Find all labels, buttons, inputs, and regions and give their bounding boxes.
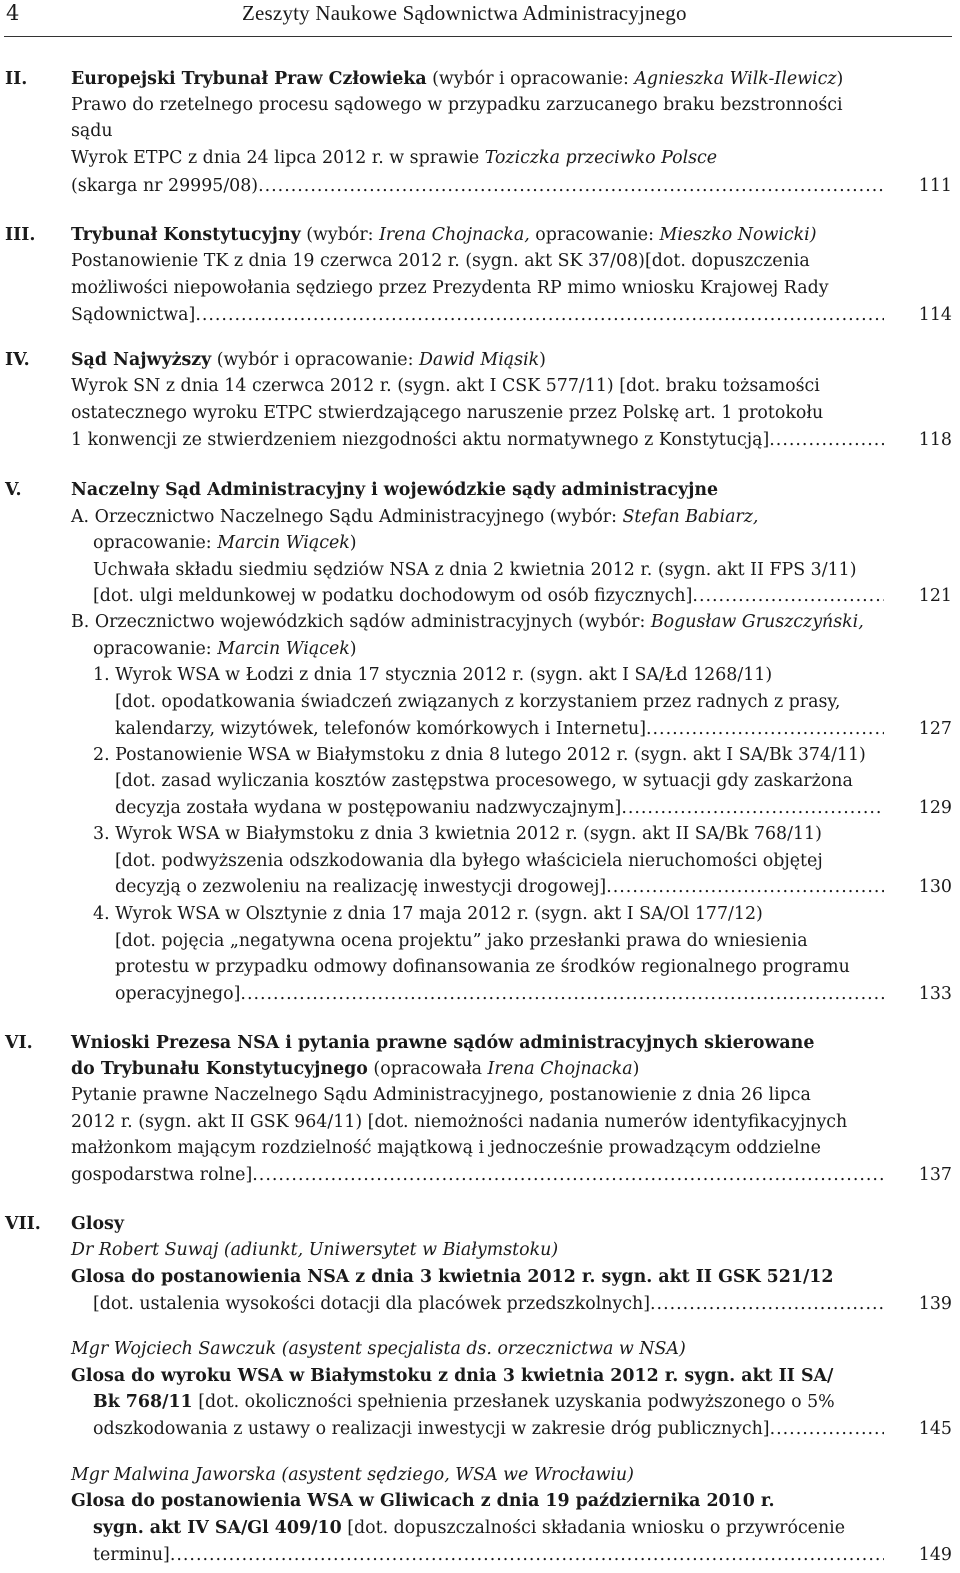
gloss-title: Glosa do postanowienia NSA z dnia 3 kwietnia 2012 r. sygn. akt II GSK 521/12 [71,1267,834,1287]
section-number: III. [5,225,36,245]
entry-text: [dot. okoliczności spełnienia przesłanek uzyskania podwyższonego o 5% [192,1392,835,1412]
dot-leader [195,302,884,328]
editor-name: Marcin Wiącek [217,639,350,659]
toc-page-number: 118 [918,430,952,450]
dot-leader [252,1162,884,1188]
case-name: Toziczka przeciwko Polsce [484,148,718,168]
section-heading: Sąd Najwyższy [71,350,212,370]
section-note: ) [539,350,546,370]
gloss-title: Glosa do wyroku WSA w Białymstoku z dnia 3 kwietnia 2012 r. sygn. akt II SA/ [71,1366,834,1386]
section-note: opracowanie: [93,533,218,553]
section-heading: Glosy [71,1214,124,1234]
entry-text: operacyjnego] [115,984,241,1004]
entry-text: Pytanie prawne Naczelnego Sądu Administracyjnego, postanowienie z dnia 26 lipca [71,1085,811,1105]
gloss-title: sygn. akt IV SA/Gl 409/10 [93,1518,342,1538]
entry-text: 1 konwencji ze stwierdzeniem niezgodności aktu normatywnego z Konstytucją] [71,430,770,450]
dot-leader [769,427,884,453]
section-note: (wybór i opracowanie: [211,350,419,370]
gloss-title: Glosa do postanowienia WSA w Gliwicach z dnia 19 października 2010 r. [71,1491,775,1511]
section-number: II. [5,69,28,89]
page-number: 4 [6,1,20,25]
entry-text: gospodarstwa rolne] [71,1165,253,1185]
entry-text: [dot. pojęcia „negatywna ocena projektu” jako przesłanki prawa do wniesienia [115,931,808,951]
dot-leader [240,981,884,1007]
section-heading: Naczelny Sąd Administracyjny i wojewódzkie sądy administracyjne [71,480,719,500]
chooser-name: Stefan Babiarz, [622,507,759,527]
toc-page-number: 149 [918,1545,952,1565]
toc-page-number: 127 [918,719,952,739]
section-number: VI. [5,1033,33,1053]
entry-text: (skarga nr 29995/08) [71,176,259,196]
entry-text: [dot. podwyższenia odszkodowania dla byłego właściciela nieruchomości objętej [115,851,823,871]
section-note: ) [349,533,357,553]
entry-text: [dot. ulgi meldunkowej w podatku dochodowym od osób fizycznych] [93,586,693,606]
chooser-name: Bogusław Gruszczyński, [650,612,864,632]
entry-text: protestu w przypadku odmowy dofinansowania ze środków regionalnego programu [115,957,850,977]
section-heading: Wnioski Prezesa NSA i pytania prawne sądów administracyjnych skierowane [71,1033,815,1053]
dot-leader [650,1291,884,1317]
entry-text: małżonkom mającym rozdzielność majątkową i jednocześnie prowadzącym oddzielne [71,1138,821,1158]
section-note: (wybór i opracowanie: [426,69,635,89]
entry-text: 4. Wyrok WSA w Olsztynie z dnia 17 maja 2012 r. (sygn. akt I SA/Ol 177/12) [93,904,763,924]
entry-text: decyzja została wydana w postępowaniu nadzwyczajnym] [115,798,622,818]
toc-line [0,66,960,92]
dot-leader [770,1416,884,1442]
subsection-heading: A. Orzecznictwo Naczelnego Sądu Administracyjnego (wybór: [71,507,623,527]
entry-text: Wyrok SN z dnia 14 czerwca 2012 r. (sygn. akt I CSK 577/11) [dot. braku tożsamości [71,376,820,396]
section-note: opracowanie: [93,639,218,659]
dot-leader [606,874,884,900]
section-number: VII. [5,1214,41,1234]
section-number: V. [5,480,22,500]
entry-text: 2. Postanowienie WSA w Białymstoku z dnia 8 lutego 2012 r. (sygn. akt I SA/Bk 374/11) [93,745,866,765]
section-heading: Trybunał Konstytucyjny [71,225,301,245]
section-note: ) [836,69,844,89]
dot-leader [170,1542,884,1568]
toc-page-number: 111 [918,176,952,196]
toc-page-number: 114 [918,305,952,325]
section-note: opracowanie: [529,225,660,245]
entry-text: [dot. opodatkowania świadczeń związanych z korzystaniem przez radnych z prasy, [115,692,841,712]
toc-page-number: 139 [918,1294,952,1314]
entry-text: Postanowienie TK z dnia 19 czerwca 2012 r. (sygn. akt SK 37/08)[dot. dopuszczenia [71,251,810,271]
entry-text: [dot. dopuszczalności składania wniosku o przywrócenie [341,1518,846,1538]
dot-leader [646,716,884,742]
section-note: (opracowała [367,1059,488,1079]
entry-text: kalendarzy, wizytówek, telefonów komórkowych i Internetu] [115,719,646,739]
entry-text: Prawo do rzetelnego procesu sądowego w przypadku zarzucanego braku bezstronności [71,95,843,115]
gloss-author: Dr Robert Suwaj (adiunkt, Uniwersytet w Białymstoku) [71,1240,559,1260]
editor-name: Mieszko Nowicki) [659,225,817,245]
editor-name: Marcin Wiącek [217,533,350,553]
entry-text: 1. Wyrok WSA w Łodzi z dnia 17 stycznia 2012 r. (sygn. akt I SA/Łd 1268/11) [93,665,773,685]
section-note: ) [349,639,357,659]
toc-page-number: 133 [918,984,952,1004]
editor-name: Dawid Miąsik [418,350,540,370]
toc-page-number: 145 [918,1419,952,1439]
entry-text: [dot. zasad wyliczania kosztów zastępstwa procesowego, w sytuacji gdy zaskarżona [115,771,853,791]
entry-text: odszkodowania z ustawy o realizacji inwestycji w zakresie dróg publicznych] [93,1419,770,1439]
page-header [4,0,952,37]
entry-text: możliwości niepowołania sędziego przez Prezydenta RP mimo wniosku Krajowej Rady [71,278,829,298]
gloss-author: Mgr Malwina Jaworska (asystent sędziego, WSA we Wrocławiu) [71,1465,634,1485]
journal-title: Zeszyty Naukowe Sądownictwa Administracyjnego [242,1,687,25]
section-heading: Europejski Trybunał Praw Człowieka [71,69,427,89]
section-note: (wybór: [300,225,380,245]
entry-text: sądu [71,121,113,141]
entry-text: ostatecznego wyroku ETPC stwierdzającego naruszenie przez Polskę art. 1 protokołu [71,403,824,423]
toc-page-number: 129 [918,798,952,818]
chooser-name: Irena Chojnacka, [379,225,530,245]
dot-leader [258,173,884,199]
entry-text: terminu] [93,1545,170,1565]
entry-text: 2012 r. (sygn. akt II GSK 964/11) [dot. niemożności nadania numerów identyfikacyjnych [71,1112,848,1132]
section-number: IV. [5,350,30,370]
entry-text: Uchwała składu siedmiu sędziów NSA z dnia 2 kwietnia 2012 r. (sygn. akt II FPS 3/11) [93,560,857,580]
toc-page-number: 137 [918,1165,952,1185]
toc-page-number: 130 [918,877,952,897]
entry-text: Sądownictwa] [71,305,196,325]
dot-leader [692,583,884,609]
subsection-heading: B. Orzecznictwo wojewódzkich sądów administracyjnych (wybór: [71,612,651,632]
gloss-author: Mgr Wojciech Sawczuk (asystent specjalista ds. orzecznictwa w NSA) [71,1339,686,1359]
section-note: ) [632,1059,640,1079]
section-heading: do Trybunału Konstytucyjnego [71,1059,368,1079]
toc-page-number: 121 [918,586,952,606]
editor-name: Irena Chojnacka [487,1059,633,1079]
gloss-title: Bk 768/11 [93,1392,193,1412]
dot-leader [621,795,884,821]
entry-text: decyzją o zezwoleniu na realizację inwestycji drogowej] [115,877,607,897]
entry-text: 3. Wyrok WSA w Białymstoku z dnia 3 kwietnia 2012 r. (sygn. akt II SA/Bk 768/11) [93,824,822,844]
entry-text: Wyrok ETPC z dnia 24 lipca 2012 r. w sprawie [71,148,485,168]
entry-text: [dot. ustalenia wysokości dotacji dla placówek przedszkolnych] [93,1294,651,1314]
editor-name: Agnieszka Wilk-Ilewicz [634,69,837,89]
